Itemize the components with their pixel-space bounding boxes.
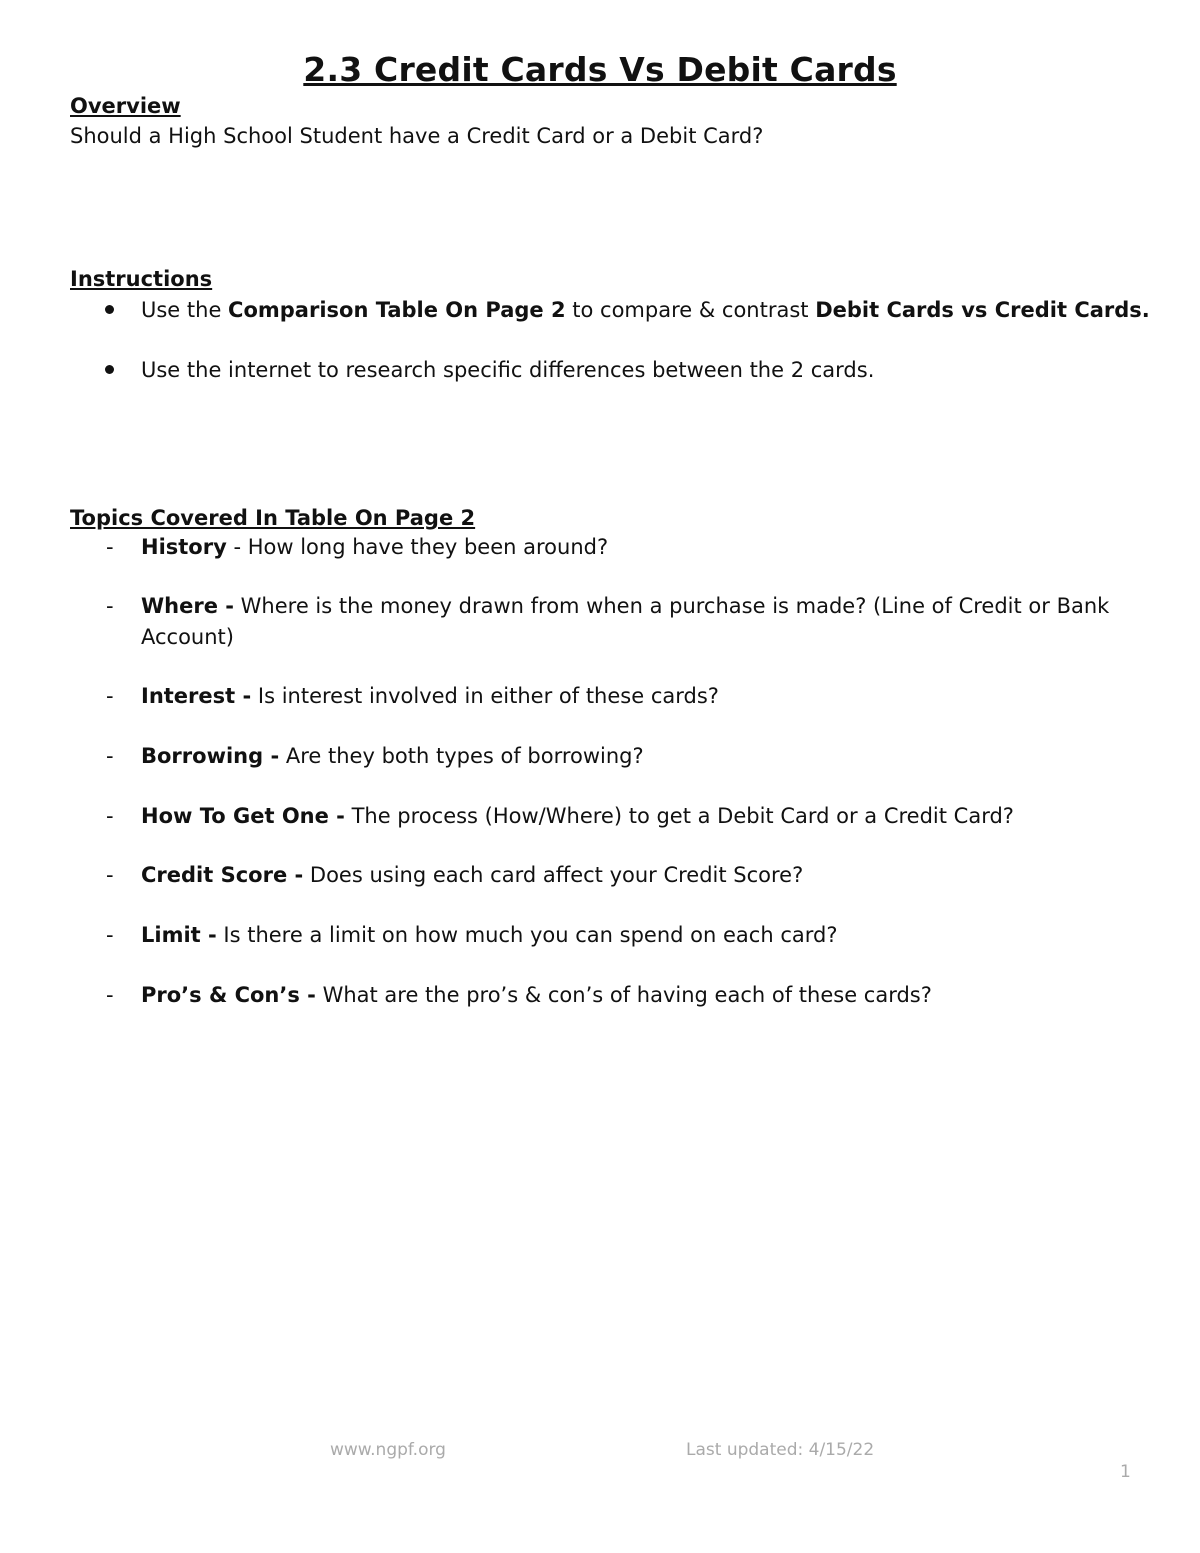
- instruction-emphasis: Comparison Table On Page 2: [228, 298, 566, 322]
- topic-description: Is interest involved in either of these cards?: [251, 684, 719, 708]
- topic-term: How To Get One -: [141, 804, 345, 828]
- dash-marker: -: [106, 744, 114, 768]
- overview-heading: Overview: [70, 94, 181, 118]
- page-title: 2.3 Credit Cards Vs Debit Cards: [303, 50, 897, 89]
- instructions-list: [70, 295, 1150, 386]
- instruction-text: Use the internet to research specific differences between the 2 cards.: [141, 358, 875, 382]
- topic-term: History: [141, 535, 227, 559]
- topic-description: Are they both types of borrowing?: [279, 744, 644, 768]
- footer-url: www.ngpf.org: [330, 1440, 446, 1460]
- topic-description: Where is the money drawn from when a purchase is made? (Line of Credit or Bank Account): [141, 594, 1110, 649]
- topic-term: Interest -: [141, 684, 252, 708]
- bullet-icon: [105, 305, 114, 314]
- topic-term: Limit -: [141, 923, 217, 947]
- topic-item-how-to-get-one: [70, 801, 1150, 832]
- topic-term: Pro’s & Con’s -: [141, 983, 316, 1007]
- instructions-heading: Instructions: [70, 267, 213, 291]
- topic-term: Where -: [141, 594, 234, 618]
- topic-item-borrowing: [70, 741, 1150, 772]
- instruction-text: to compare & contrast: [565, 298, 816, 322]
- dash-marker: -: [106, 684, 114, 708]
- page-number: 1: [1120, 1462, 1131, 1482]
- dash-marker: -: [106, 983, 114, 1007]
- topic-term: Credit Score -: [141, 863, 304, 887]
- dash-marker: -: [106, 594, 114, 618]
- dash-marker: -: [106, 804, 114, 828]
- dash-marker: -: [106, 535, 114, 559]
- instruction-item: [70, 355, 1150, 386]
- topic-item-interest: [70, 681, 1150, 712]
- topic-description: Does using each card affect your Credit Score?: [303, 863, 804, 887]
- topic-item-credit-score: [70, 860, 1150, 891]
- overview-text: Should a High School Student have a Credit Card or a Debit Card?: [70, 124, 764, 148]
- instruction-item: [70, 295, 1150, 326]
- topics-list: [70, 532, 1150, 1011]
- topic-term: Borrowing -: [141, 744, 280, 768]
- instruction-text: Use the: [141, 298, 229, 322]
- topic-description: Is there a limit on how much you can spend on each card?: [216, 923, 838, 947]
- topic-item-where: [70, 591, 1150, 653]
- topic-item-pros-cons: [70, 980, 1150, 1011]
- topic-description: What are the pro’s & con’s of having each of these cards?: [315, 983, 932, 1007]
- bullet-icon: [105, 365, 114, 374]
- topic-item-history: [70, 532, 1150, 563]
- topics-heading: Topics Covered In Table On Page 2: [70, 506, 476, 530]
- dash-marker: -: [106, 923, 114, 947]
- dash-marker: -: [106, 863, 114, 887]
- instruction-emphasis: Debit Cards vs Credit Cards.: [815, 298, 1150, 322]
- topic-description: - How long have they been around?: [226, 535, 609, 559]
- topic-description: The process (How/Where) to get a Debit Card or a Credit Card?: [344, 804, 1014, 828]
- footer-last-updated: Last updated: 4/15/22: [686, 1440, 875, 1460]
- topic-item-limit: [70, 920, 1150, 951]
